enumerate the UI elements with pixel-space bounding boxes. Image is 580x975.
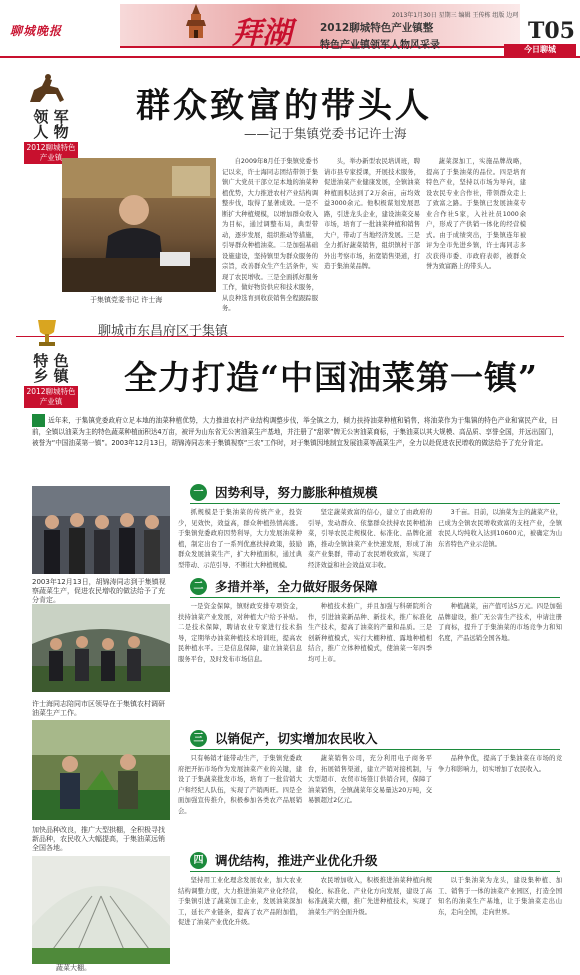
photo-2-caption: 许士海同志陪同市区领导在于集镇农村调研油菜生产工作。 [32, 700, 165, 717]
leader-badge-caption: 领 军 人 物 [33, 108, 69, 141]
section-2-header [190, 577, 378, 595]
section-3-title: 以销促产，切实增加农民收入 [215, 731, 378, 746]
section-4-text-b: 农民增加收入，积极推进油菜种植向规模化、标准化、产业化方向发展，建设了高标准蔬菜大棚，推广先进种植技术，实现了油菜生产的全面升级。 [308, 877, 432, 916]
tower-icon [176, 2, 216, 42]
leader-portrait-icon [62, 158, 216, 292]
photo-1-caption: 2003年12月13日，胡锦涛同志到于集镇视察蔬菜生产，促进农民增收的做法给予了充分肯定。 [32, 578, 166, 604]
story1-subheadline: ——记于集镇党委书记许士海 [244, 126, 407, 141]
story2-lead [32, 414, 558, 486]
feature-badge-caption: 特 色 乡 镇 [33, 352, 69, 385]
story2-lead-text: 近年来，于集镇党委政府立足本地的油菜种植优势，大力推进农村产业结构调整步伐，举全镇之力，倾力扶持油菜种植和销售，将油菜作为于集镇的特色产业和富民产业，目前，全镇以油菜为主的特色蔬菜种植面积达4万亩，被评为山东省无公害油菜生产基地，并注册了“甜翠”牌无公害油菜商标，于集油菜以其大规模、高品质、享誉全国，并远出国门，被誉为“中国油菜第一镇”。2003年12月13日，胡锦涛同志来于集镇视察“三农”工作时，对于集镇因地制宜发展油菜等蔬菜生产，全力以赴促进农民增收的做法给予了充分肯定。 [32, 416, 558, 447]
section-1-text-b: 坚定蔬菜致富的信心，建立了由政府的引导，发动群众、依靠群众扶持农民种植油菜，引导农民走规模化、标准化、品牌化道路，推动全镇油菜产业快速发展，形成了油菜产业集群，带动了农民增收致富，实现了经济效益和社会效益双丰收。 [308, 509, 432, 568]
section-3-col-b [308, 754, 432, 842]
section-4-number: 四 [190, 852, 207, 869]
story1-column-3 [426, 157, 526, 329]
section-1-col-c [438, 508, 562, 568]
masthead-sub2: 特色产业镇领军人物风采录 [320, 40, 440, 51]
section-2-text-a: 一是资金保障，镇财政安排专项资金，扶持油菜产业发展，对种植大户给予补贴。二是技术保障，聘请农业专家进行技术指导，定期举办油菜种植技术培训班，提高农民种植水平。三是信息保障，建立油菜信息服务平台，及时发布市场信息。 [178, 603, 302, 663]
section-2-rule [190, 597, 560, 598]
greenhouse-icon [32, 856, 170, 964]
masthead-rule [0, 56, 580, 58]
section-3-text-c: 品种争优，提高了于集油菜在市场的竞争力和影响力，切实增加了农民收入。 [438, 755, 562, 773]
section-2-col-a [178, 602, 302, 722]
horseman-icon [24, 72, 70, 106]
section-1-title: 因势利导，努力膨胀种植规模 [215, 485, 378, 500]
section-1-rule [190, 503, 560, 504]
page-number: T05 [528, 18, 575, 44]
section-1-text-a: 抓规模是于集油菜的传统产业，投资少，见效快，效益高，群众种植热情高涨。于集镇党委政府因势利导，大力发展油菜种植，制定出台了一系列优惠扶持政策，鼓励群众发展油菜生产，扩大种植面积，通过典型带动、示范引导，不断壮大种植规模。 [178, 509, 302, 568]
section-3-header [190, 729, 378, 747]
photo-3-caption: 加快品种改良，推广大型拱棚，全积极寻找新品种，农民收入大幅提高，于集油菜远销全国各地。 [32, 826, 165, 852]
section-3-number: 三 [190, 730, 207, 747]
section-2-text-c: 种植蔬菜，亩产值可达5万元。四是加强品牌建设，推广无公害生产技术，申请注册了商标，提升了于集油菜的市场竞争力和知名度，产品远销全国各地。 [438, 603, 562, 642]
section-1-col-a [178, 508, 302, 568]
section-2-col-c [438, 602, 562, 722]
trophy-icon [24, 316, 70, 350]
section-4-header [190, 851, 378, 869]
leader-photo [62, 158, 216, 292]
photo-4 [32, 856, 170, 964]
story1-column-2 [324, 157, 420, 329]
story1-col1-text: 自2009年8月任于集镇党委书记以来，许士海同志团结带领于集镇广大党员干部立足本地的油菜种植优势，大力推进农村产业结构调整步伐，取得了显著成效。一是不断扩大种植规模，以增加群众收入为目标，通过调整布局，典型带动，逐步发展，组织推动等措施，引导群众种植油菜。二是加强基础设施建设，坚持镇里为群众服务的宗旨，改善群众生产生活条件，实现了农民增收。三是全面抓好服务工作，做好物资供应和技术服务，从良种选育到收获销售全程跟踪服务。 [222, 158, 318, 312]
section-4-title: 调优结构，推进产业优化升级 [215, 853, 378, 868]
photo-3 [32, 720, 170, 820]
photo-1 [32, 486, 170, 574]
masthead-meta: 2013年1月30日 星期三 编辑 王传栋 组版 边珂 [392, 12, 519, 19]
photo-3-icon [32, 720, 170, 820]
section-1-number: 一 [190, 484, 207, 501]
photo-4-caption: 蔬菜大棚。 [56, 964, 91, 972]
section-4-text-c: 以于集油菜为龙头，建设集种植、加工、销售于一体的油菜产业园区，打造全国知名的油菜生产基地，让于集油菜走出山东，走向全国，走向世界。 [438, 877, 562, 916]
story1-col3-text: 蔬菜深加工，实施品牌战略，提高了于集油菜的品位。四是培育特色产业，坚持以市场为导向，建设农民专业合作社，带领群众走上了致富之路。于集镇已发展油菜专业合作社5家，入社社员1000余户，形成了产供销一体化的经营模式。由于成绩突出，于集镇连年被评为全市先进乡镇，许士海同志多次获得市委、市政府表彰，被群众誉为致富路上的带头人。 [426, 158, 526, 270]
photo-1-icon [32, 486, 170, 574]
page-tag: 今日聊城 [504, 44, 576, 56]
section-3-text-b: 蔬菜销售公司，充分利用电子商务平台，拓展销售渠道，建立产销对接机制，与大型超市、农贸市场签订供销合同，保障了油菜销售，全镇蔬菜年交易量达20万吨，交易额超过2亿元。 [308, 755, 432, 804]
section-2-number: 二 [190, 578, 207, 595]
photo-2-icon [32, 604, 170, 692]
section-4-col-c [438, 876, 562, 968]
leader-badge-tag: 2012聊城特色产业镇 [24, 142, 78, 164]
section-4-col-b [308, 876, 432, 968]
section-name: 拜湖 [232, 16, 292, 51]
section-2-title: 多措并举，全力做好服务保障 [215, 579, 378, 594]
story2-headline: 全力打造“中国油菜第一镇” [124, 358, 538, 397]
masthead [0, 0, 580, 57]
story1-column-1 [222, 157, 318, 329]
story1-headline: 群众致富的带头人 [136, 86, 432, 126]
feature-badge [24, 316, 78, 408]
paper-logo: 聊城晚报 [10, 24, 63, 38]
section-4-rule [190, 871, 560, 872]
section-1-col-b [308, 508, 432, 568]
masthead-sub1: 2012聊城特色产业镇整 [320, 22, 434, 34]
section-3-col-c [438, 754, 562, 842]
lead-square-icon [32, 414, 45, 427]
section-3-text-a: 只有畅销才能带动生产，于集镇党委政府把开拓市场作为发展油菜产业的关键，建设了于集蔬菜批发市场，培育了一批营销大户和经纪人队伍，实现了产销两旺。四是全面加强宣传推介，积极参加各类农产品展销会。 [178, 755, 302, 815]
section-2-col-b [308, 602, 432, 722]
section-2-text-b: 种植技术推广，并且加强与科研院所合作，引进油菜新品种、新技术，推广标准化生产技术，提高了油菜的产量和品质。三是创新种植模式，实行大棚种植、露地种植相结合，推广立体种植模式，使油菜一年四季均可上市。 [308, 603, 432, 663]
feature-badge-tag: 2012聊城特色产业镇 [24, 386, 78, 408]
section-1-text-c: 3千亩。目前，以油菜为主的蔬菜产业，已成为全镇农民增收致富的支柱产业，全镇农民人均纯收入达到10600元，被确定为山东省特色产业示范镇。 [438, 509, 562, 548]
photo-2 [32, 604, 170, 692]
story1-col2-text: 头，举办新型农民培训班，聘请市县专家授课，开展技术服务，促进油菜产业健康发展，全镇油菜种植面积达到了2万余亩，亩均效益3000余元。他积极谋划发展思路，引进龙头企业，建设油菜交易市场，培育了一批油菜种植和销售大户，带动了当地经济发展。三是全力抓好蔬菜销售，组织镇村干部外出考察市场，拓宽销售渠道，打造于集油菜品牌。 [324, 158, 420, 270]
section-3-col-a [178, 754, 302, 842]
leader-badge [24, 72, 78, 164]
section-1-header [190, 483, 378, 501]
section-3-rule [190, 749, 560, 750]
story2-kicker: 聊城市东昌府区于集镇 [98, 324, 229, 339]
section-4-text-a: 坚持用工业化理念发展农业，加大农业结构调整力度，大力推进油菜产业化经营，于集镇引进了蔬菜加工企业，发展油菜深加工，延长产业链条，提高了农产品附加值，促进了油菜产业优化升级。 [178, 877, 302, 926]
section-4-col-a [178, 876, 302, 968]
leader-photo-caption: 于集镇党委书记 许士海 [90, 296, 163, 304]
